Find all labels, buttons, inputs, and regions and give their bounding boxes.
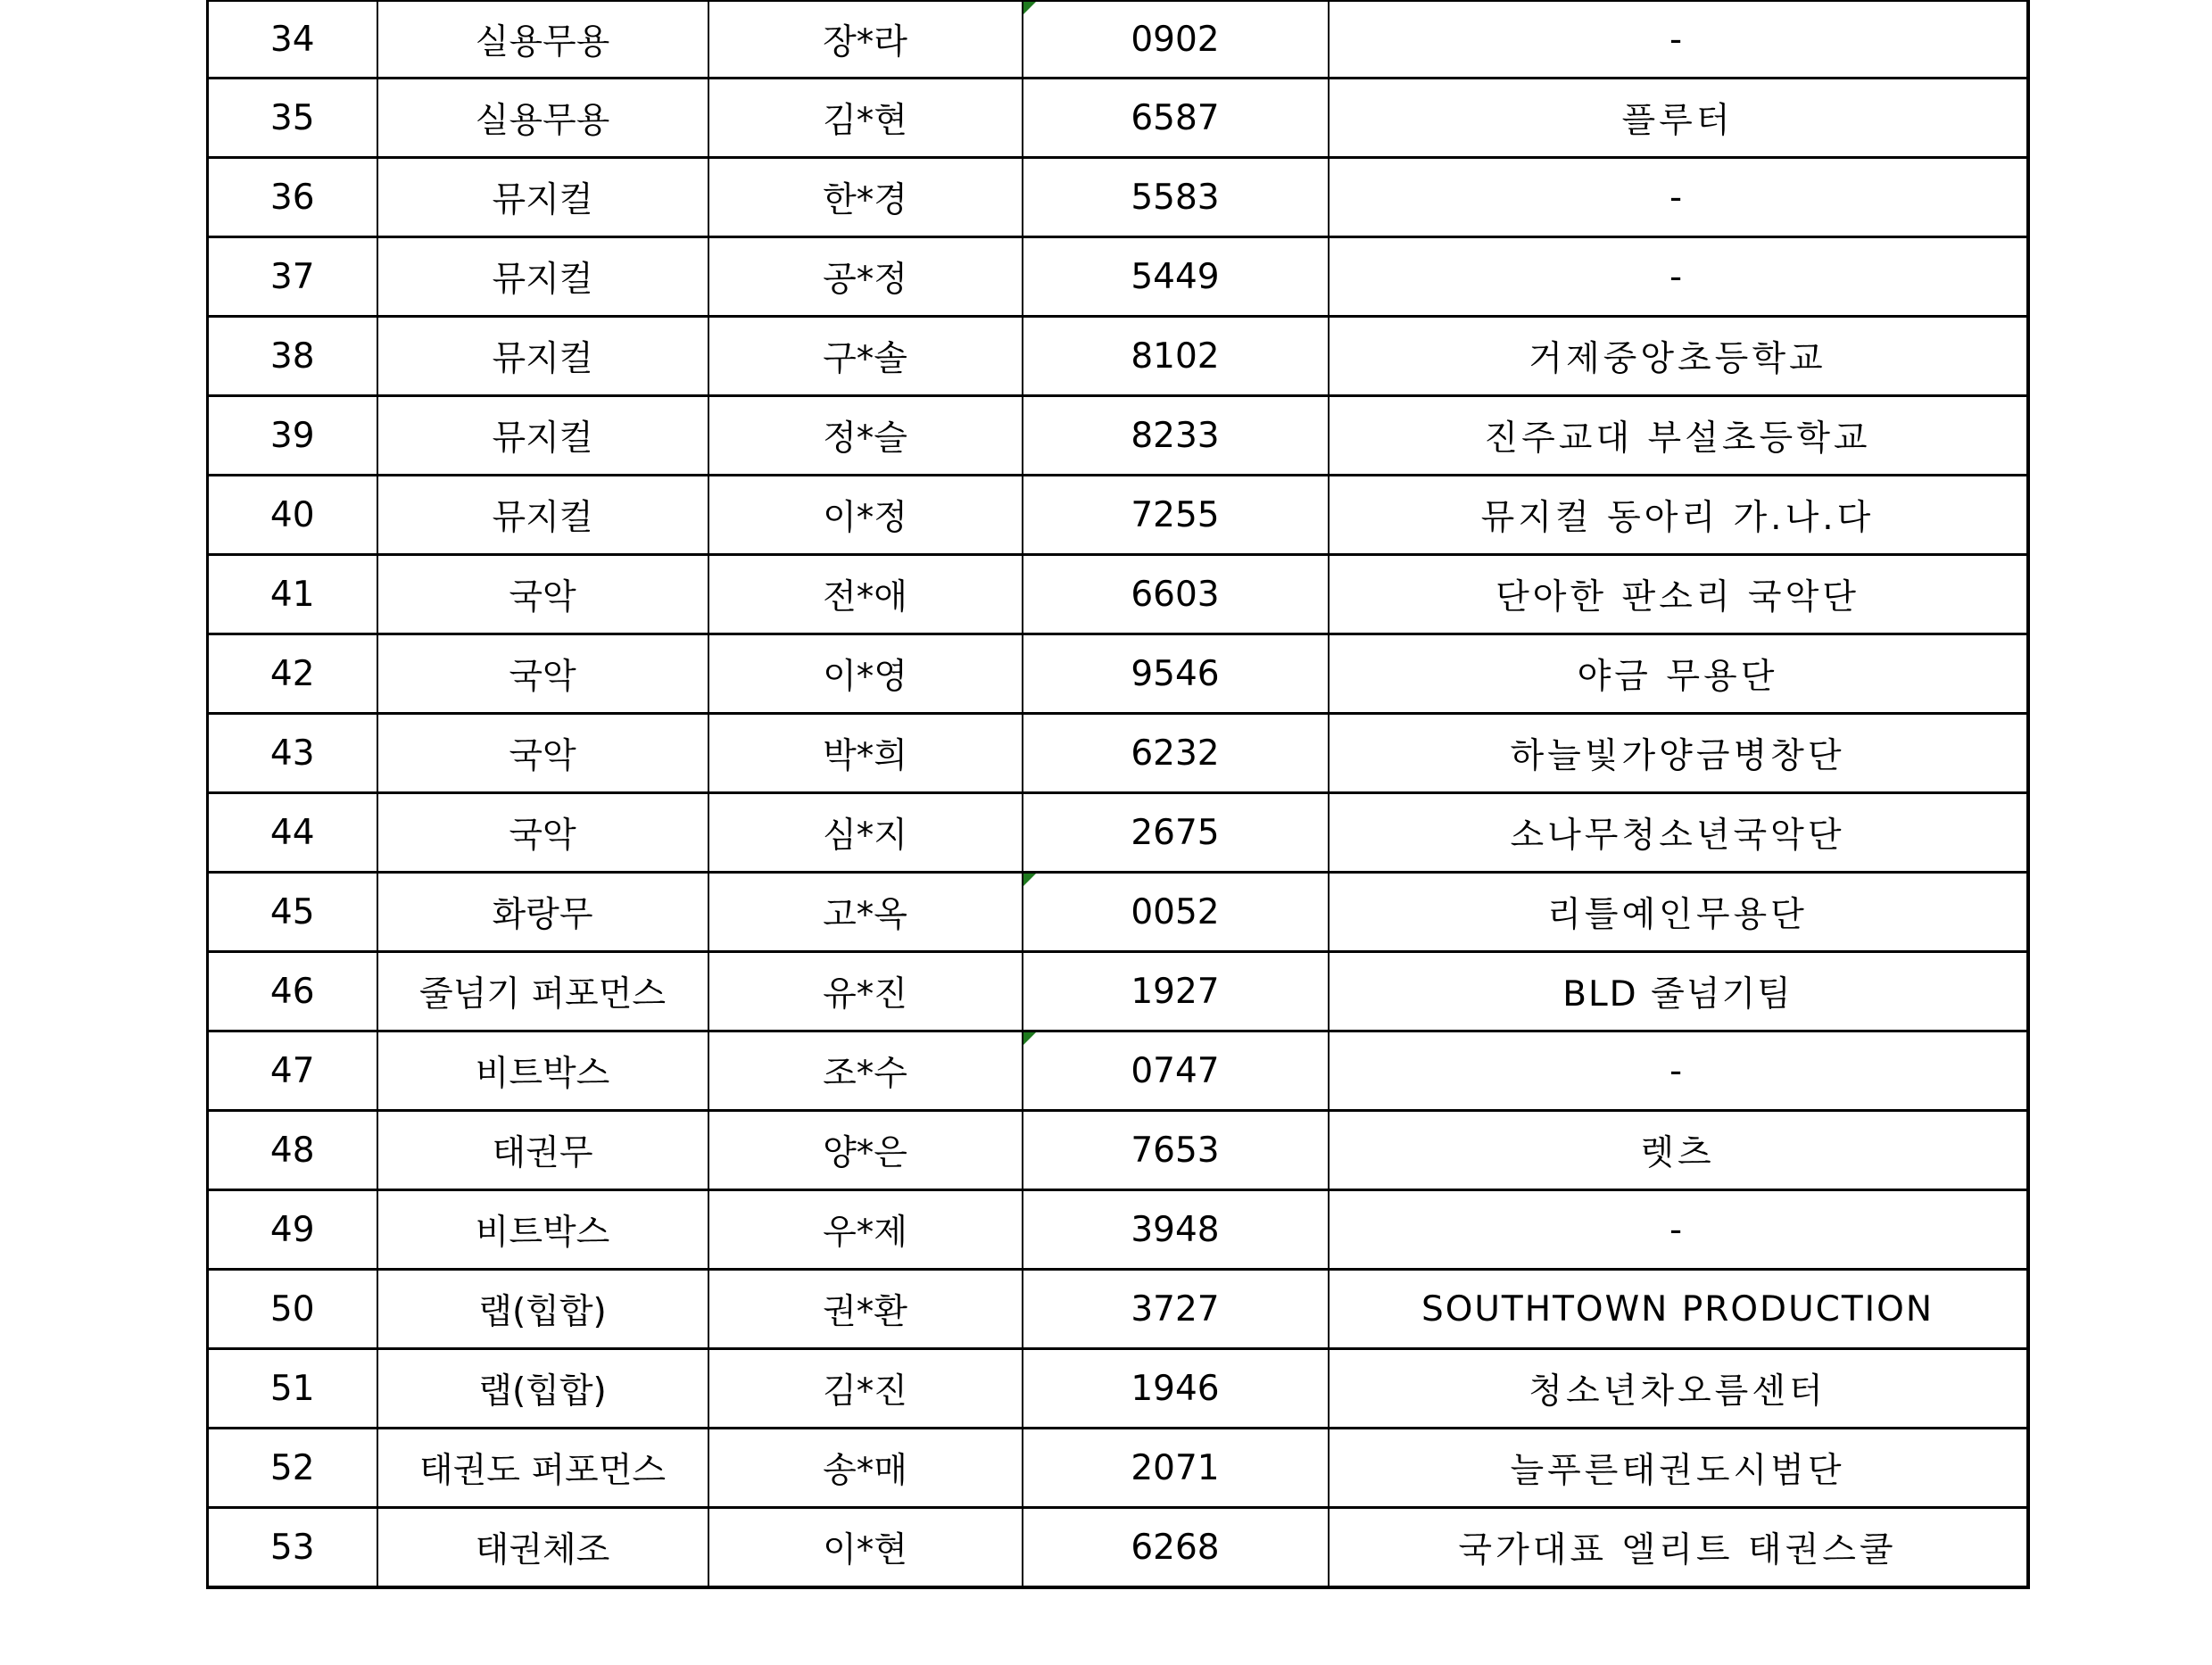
organization-cell: - — [1329, 237, 2028, 317]
organization-cell: SOUTHTOWN PRODUCTION — [1329, 1270, 2028, 1349]
category-cell: 태권도 퍼포먼스 — [377, 1429, 708, 1508]
phone-code-cell — [1023, 317, 1329, 396]
phone-code-text: 0052 — [1131, 891, 1220, 932]
phone-code-cell — [1023, 1190, 1329, 1270]
participant-name-cell: 박*희 — [708, 714, 1023, 793]
participant-list-sheet — [206, 0, 2026, 1589]
row-number-cell: 40 — [208, 476, 377, 555]
participant-name-cell: 권*환 — [708, 1270, 1023, 1349]
category-cell: 줄넘기 퍼포먼스 — [377, 952, 708, 1031]
row-number-cell: 36 — [208, 158, 377, 237]
phone-code-text: 0902 — [1131, 19, 1220, 60]
table-row — [208, 396, 2028, 476]
category-cell: 비트박스 — [377, 1031, 708, 1111]
organization-cell: 국가대표 엘리트 태권스쿨 — [1329, 1508, 2028, 1588]
participant-name-cell: 이*현 — [708, 1508, 1023, 1588]
phone-code-cell — [1023, 1508, 1329, 1588]
organization-cell: 플루터 — [1329, 79, 2028, 158]
row-number-cell: 51 — [208, 1349, 377, 1429]
row-number-cell: 53 — [208, 1508, 377, 1588]
organization-cell: - — [1329, 158, 2028, 237]
row-number-cell: 45 — [208, 873, 377, 952]
category-cell: 뮤지컬 — [377, 396, 708, 476]
participant-name-cell: 정*슬 — [708, 396, 1023, 476]
organization-cell: 거제중앙초등학교 — [1329, 317, 2028, 396]
participant-name-cell: 심*지 — [708, 793, 1023, 873]
table-row — [208, 79, 2028, 158]
category-cell: 국악 — [377, 555, 708, 634]
row-number-cell: 34 — [208, 1, 377, 79]
phone-code-text: 7255 — [1131, 494, 1220, 535]
participant-name-cell: 고*옥 — [708, 873, 1023, 952]
row-number-cell: 39 — [208, 396, 377, 476]
phone-code-text: 9546 — [1131, 653, 1220, 694]
phone-code-text: 6587 — [1131, 97, 1220, 138]
table-row — [208, 1270, 2028, 1349]
category-cell: 뮤지컬 — [377, 476, 708, 555]
phone-code-cell — [1023, 873, 1329, 952]
phone-code-text: 7653 — [1131, 1130, 1220, 1171]
table-row — [208, 873, 2028, 952]
participant-name-cell: 송*매 — [708, 1429, 1023, 1508]
table-row — [208, 714, 2028, 793]
cell-comment-flag-icon — [1023, 1032, 1036, 1045]
participant-name-cell: 김*현 — [708, 79, 1023, 158]
table-row — [208, 158, 2028, 237]
table-row — [208, 1111, 2028, 1190]
organization-cell: - — [1329, 1031, 2028, 1111]
phone-code-text: 8102 — [1131, 335, 1220, 377]
phone-code-text: 1946 — [1131, 1368, 1220, 1409]
phone-code-cell — [1023, 1031, 1329, 1111]
participant-name-cell: 우*제 — [708, 1190, 1023, 1270]
table-row — [208, 952, 2028, 1031]
phone-code-text: 2675 — [1131, 812, 1220, 853]
row-number-cell: 41 — [208, 555, 377, 634]
table-row — [208, 634, 2028, 714]
participant-name-cell: 한*경 — [708, 158, 1023, 237]
organization-cell: 하늘빛가양금병창단 — [1329, 714, 2028, 793]
category-cell: 랩(힙합) — [377, 1270, 708, 1349]
participant-table-body — [208, 1, 2028, 1587]
participant-name-cell: 이*정 — [708, 476, 1023, 555]
phone-code-cell — [1023, 555, 1329, 634]
organization-cell: 단아한 판소리 국악단 — [1329, 555, 2028, 634]
cell-comment-flag-icon — [1023, 874, 1036, 886]
phone-code-cell — [1023, 1, 1329, 79]
participant-name-cell: 조*수 — [708, 1031, 1023, 1111]
row-number-cell: 38 — [208, 317, 377, 396]
phone-code-text: 5583 — [1131, 177, 1220, 218]
phone-code-cell — [1023, 952, 1329, 1031]
category-cell: 실용무용 — [377, 79, 708, 158]
row-number-cell: 35 — [208, 79, 377, 158]
phone-code-cell — [1023, 793, 1329, 873]
category-cell: 국악 — [377, 793, 708, 873]
organization-cell: BLD 줄넘기팀 — [1329, 952, 2028, 1031]
organization-cell: 리틀예인무용단 — [1329, 873, 2028, 952]
phone-code-text: 2071 — [1131, 1447, 1220, 1488]
phone-code-cell — [1023, 396, 1329, 476]
row-number-cell: 42 — [208, 634, 377, 714]
participant-name-cell: 전*애 — [708, 555, 1023, 634]
cell-comment-flag-icon — [1023, 2, 1036, 14]
phone-code-text: 5449 — [1131, 256, 1220, 297]
table-row — [208, 1031, 2028, 1111]
table-row — [208, 1349, 2028, 1429]
phone-code-text: 3727 — [1131, 1288, 1220, 1330]
organization-cell: 늘푸른태권도시범단 — [1329, 1429, 2028, 1508]
row-number-cell: 37 — [208, 237, 377, 317]
row-number-cell: 49 — [208, 1190, 377, 1270]
participant-name-cell: 이*영 — [708, 634, 1023, 714]
participant-table — [206, 0, 2030, 1589]
organization-cell: 야금 무용단 — [1329, 634, 2028, 714]
phone-code-text: 3948 — [1131, 1209, 1220, 1250]
participant-name-cell: 양*은 — [708, 1111, 1023, 1190]
organization-cell: 소나무청소년국악단 — [1329, 793, 2028, 873]
organization-cell: - — [1329, 1, 2028, 79]
participant-name-cell: 구*솔 — [708, 317, 1023, 396]
organization-cell: 뮤지컬 동아리 가.나.다 — [1329, 476, 2028, 555]
table-row — [208, 1508, 2028, 1588]
phone-code-text: 8233 — [1131, 415, 1220, 456]
table-row — [208, 793, 2028, 873]
category-cell: 화랑무 — [377, 873, 708, 952]
participant-name-cell: 유*진 — [708, 952, 1023, 1031]
organization-cell: 렛츠 — [1329, 1111, 2028, 1190]
organization-cell: - — [1329, 1190, 2028, 1270]
phone-code-text: 0747 — [1131, 1050, 1220, 1091]
row-number-cell: 48 — [208, 1111, 377, 1190]
phone-code-text: 6268 — [1131, 1527, 1220, 1568]
table-row — [208, 476, 2028, 555]
category-cell: 실용무용 — [377, 1, 708, 79]
table-row — [208, 317, 2028, 396]
table-row — [208, 555, 2028, 634]
row-number-cell: 50 — [208, 1270, 377, 1349]
participant-name-cell: 김*진 — [708, 1349, 1023, 1429]
category-cell: 비트박스 — [377, 1190, 708, 1270]
category-cell: 국악 — [377, 714, 708, 793]
row-number-cell: 52 — [208, 1429, 377, 1508]
phone-code-cell — [1023, 1270, 1329, 1349]
row-number-cell: 46 — [208, 952, 377, 1031]
table-row — [208, 237, 2028, 317]
row-number-cell: 44 — [208, 793, 377, 873]
category-cell: 국악 — [377, 634, 708, 714]
table-row — [208, 1190, 2028, 1270]
category-cell: 랩(힙합) — [377, 1349, 708, 1429]
row-number-cell: 47 — [208, 1031, 377, 1111]
table-row — [208, 1429, 2028, 1508]
phone-code-cell — [1023, 237, 1329, 317]
phone-code-cell — [1023, 79, 1329, 158]
category-cell: 뮤지컬 — [377, 317, 708, 396]
table-row — [208, 1, 2028, 79]
category-cell: 태권체조 — [377, 1508, 708, 1588]
row-number-cell: 43 — [208, 714, 377, 793]
category-cell: 태권무 — [377, 1111, 708, 1190]
phone-code-text: 1927 — [1131, 971, 1220, 1012]
phone-code-cell — [1023, 1111, 1329, 1190]
phone-code-cell — [1023, 714, 1329, 793]
category-cell: 뮤지컬 — [377, 237, 708, 317]
phone-code-cell — [1023, 1429, 1329, 1508]
phone-code-text: 6232 — [1131, 733, 1220, 774]
phone-code-text: 6603 — [1131, 574, 1220, 615]
organization-cell: 진주교대 부설초등학교 — [1329, 396, 2028, 476]
participant-name-cell: 장*라 — [708, 1, 1023, 79]
category-cell: 뮤지컬 — [377, 158, 708, 237]
phone-code-cell — [1023, 158, 1329, 237]
organization-cell: 청소년차오름센터 — [1329, 1349, 2028, 1429]
phone-code-cell — [1023, 1349, 1329, 1429]
phone-code-cell — [1023, 634, 1329, 714]
phone-code-cell — [1023, 476, 1329, 555]
participant-name-cell: 공*정 — [708, 237, 1023, 317]
